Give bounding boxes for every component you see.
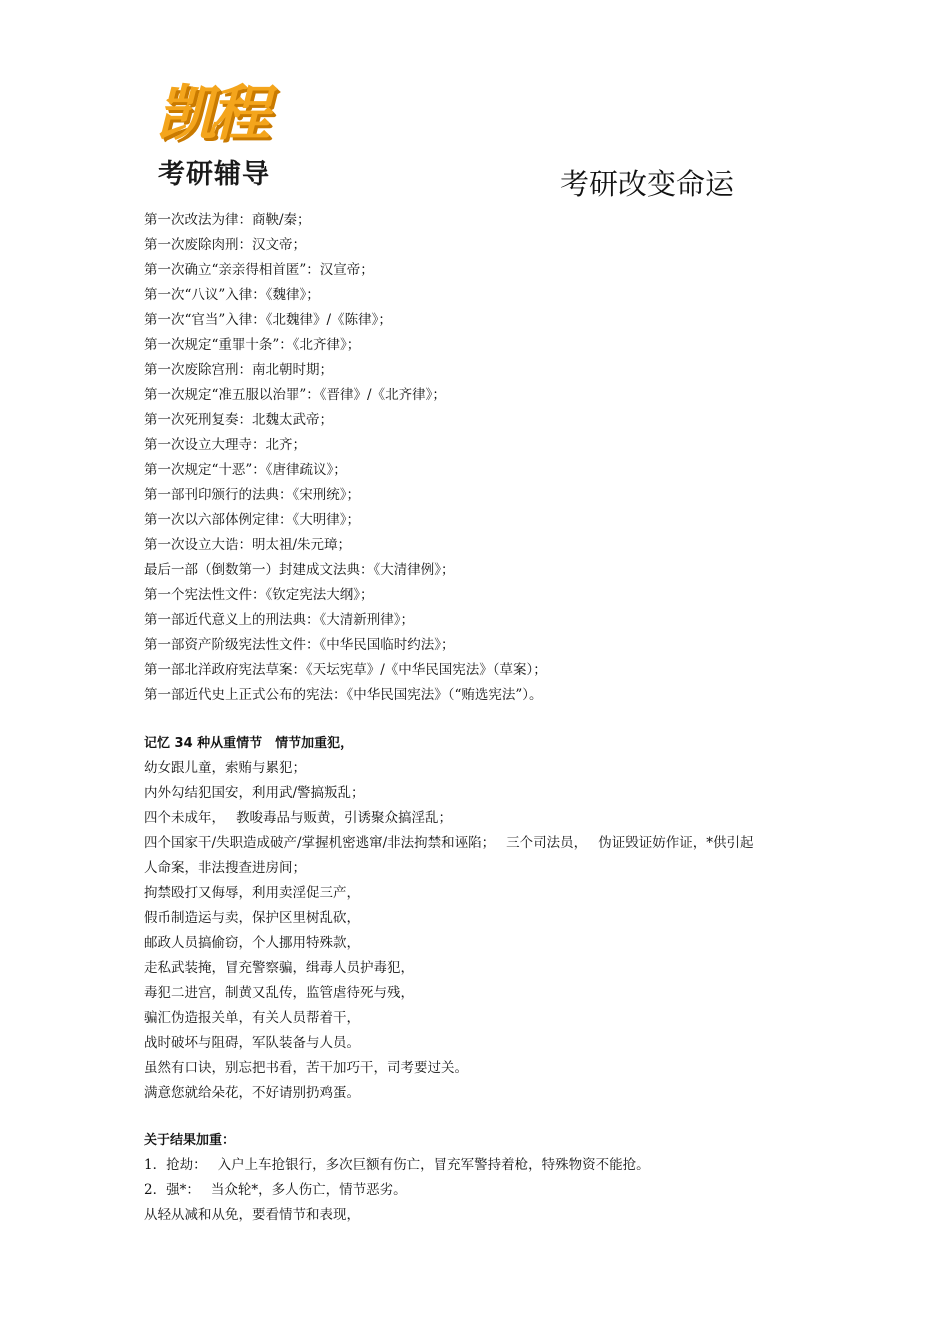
list-item: 毒犯二进宫，制黄又乱传，监管虐待死与残， [144, 985, 414, 1001]
list-item: 人命案，非法搜查进房间； [144, 860, 306, 876]
result-aggravation-section [144, 1128, 824, 1228]
list-item: 最后一部（倒数第一）封建成文法典：《大清律例》； [144, 562, 455, 578]
logo-subtitle: 考研辅导 [158, 159, 270, 190]
firsts-list [144, 208, 824, 708]
list-item: 第一次死刑复奏：北魏太武帝； [144, 412, 333, 428]
list-item: 第一部近代意义上的刑法典：《大清新刑律》； [144, 612, 414, 628]
list-item: 2．强*： 当众轮*，多人伤亡，情节恶劣。 [144, 1182, 407, 1198]
list-item: 走私武装掩，冒充警察骗，缉毒人员护毒犯， [144, 960, 414, 976]
list-item: 内外勾结犯国安，利用武/警搞叛乱； [144, 785, 365, 801]
list-item: 四个国家干/失职造成破产/掌握机密逃窜/非法拘禁和诬陷； 三个司法员， 伪证毁证妨作证，*供引起 [144, 835, 754, 851]
aggravating-circumstances-section [144, 731, 824, 1106]
list-item: 第一部资产阶级宪法性文件：《中华民国临时约法》； [144, 637, 455, 653]
list-item: 第一次废除肉刑：汉文帝； [144, 237, 306, 253]
list-item: 第一次废除宫刑：南北朝时期； [144, 362, 333, 378]
list-item: 第一次设立大理寺：北齐； [144, 437, 306, 453]
list-item: 第一次规定“十恶”：《唐律疏议》； [144, 462, 347, 478]
list-item: 第一次确立“亲亲得相首匿”：汉宣帝； [144, 262, 374, 278]
list-item: 骗汇伪造报关单，有关人员帮着干， [144, 1010, 360, 1026]
list-item: 四个未成年， 教唆毒品与贩黄，引诱聚众搞淫乱； [144, 810, 453, 826]
list-item: 第一次改法为律：商鞅/秦； [144, 212, 311, 228]
section-heading: 记忆 34 种从重情节 情节加重犯， [144, 736, 354, 751]
list-item: 第一次以六部体例定律：《大明律》； [144, 512, 360, 528]
list-item: 假币制造运与卖，保护区里树乱砍， [144, 910, 360, 926]
list-item: 满意您就给朵花，不好请别扔鸡蛋。 [144, 1085, 360, 1101]
brand-logo [150, 78, 300, 196]
list-item: 幼女跟儿童，索贿与累犯； [144, 760, 306, 776]
list-item: 战时破坏与阻碍，军队装备与人员。 [144, 1035, 360, 1051]
list-item: 第一次“官当”入律：《北魏律》/《陈律》； [144, 312, 392, 328]
list-item: 第一次规定“重罪十条”：《北齐律》； [144, 337, 361, 353]
list-item: 第一次规定“准五服以治罪”：《晋律》/《北齐律》； [144, 387, 446, 403]
logo-brand-text: 凯程 [156, 79, 264, 149]
list-item: 拘禁殴打又侮辱，利用卖淫促三产， [144, 885, 360, 901]
list-item: 1．抢劫： 入户上车抢银行，多次巨额有伤亡，冒充军警持着枪，特殊物资不能抢。 [144, 1157, 650, 1173]
list-item: 第一次设立大诰：明太祖/朱元璋； [144, 537, 352, 553]
list-item: 虽然有口诀，别忘把书看，苦干加巧干，司考要过关。 [144, 1060, 468, 1076]
list-item: 第一部刊印颁行的法典：《宋刑统》； [144, 487, 360, 503]
list-item: 第一部北洋政府宪法草案：《天坛宪草》/《中华民国宪法》（草案）； [144, 662, 547, 678]
document-body [144, 208, 824, 1228]
header-slogan: 考研改变命运 [560, 167, 735, 201]
list-item: 第一部近代史上正式公布的宪法：《中华民国宪法》（“贿选宪法”）。 [144, 687, 543, 703]
section-heading: 关于结果加重： [144, 1133, 236, 1148]
list-item: 邮政人员搞偷窃，个人挪用特殊款， [144, 935, 360, 951]
list-item: 第一次“八议”入律：《魏律》； [144, 287, 320, 303]
list-item: 第一个宪法性文件：《钦定宪法大纲》； [144, 587, 374, 603]
list-item: 从轻从减和从免，要看情节和表现， [144, 1207, 360, 1223]
